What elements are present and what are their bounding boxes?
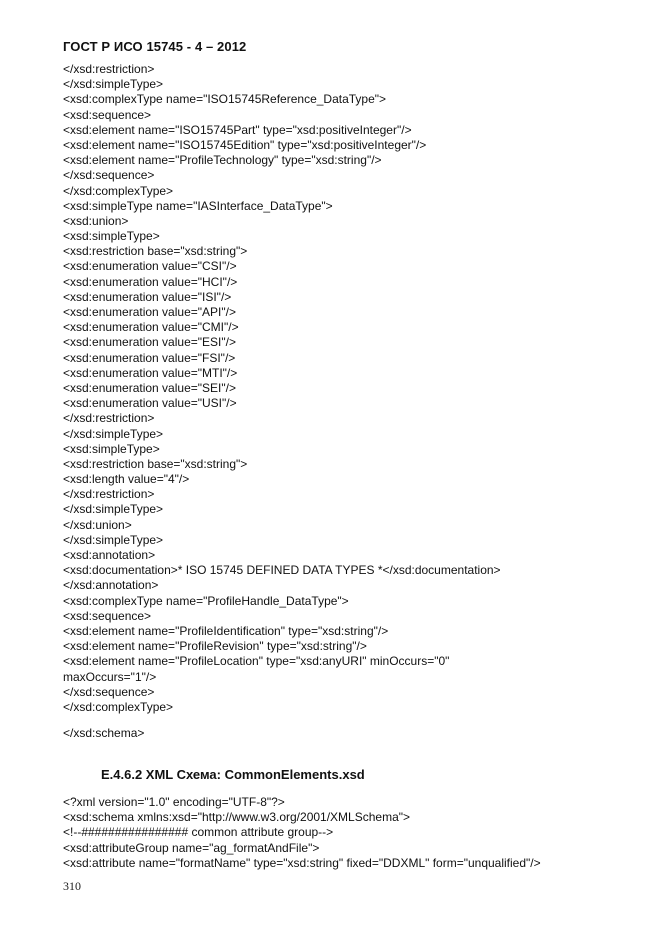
code-line: </xsd:complexType> [63, 183, 174, 198]
schema-end-tag: </xsd:schema> [63, 726, 145, 740]
code-line: <!--################ common attribute group--> [63, 825, 334, 840]
code-line: <xsd:sequence> [63, 107, 152, 122]
code-line: <xsd:enumeration value="ESI"/> [63, 335, 236, 350]
code-line: </xsd:sequence> [63, 168, 155, 183]
code-line: <xsd:annotation> [63, 548, 156, 562]
code-line: <xsd:enumeration value="API"/> [63, 305, 236, 319]
xsd-code-block-1 [63, 62, 501, 715]
code-line: <xsd:enumeration value="ISI"/> [63, 289, 232, 304]
page-number: 310 [63, 879, 81, 893]
code-line: </xsd:restriction> [63, 62, 155, 76]
code-line: <xsd:enumeration value="MTI"/> [63, 365, 238, 380]
code-line: </xsd:complexType> [63, 699, 174, 714]
xsd-code-block-2 [63, 795, 541, 871]
code-line: <xsd:enumeration value="FSI"/> [63, 350, 236, 365]
code-line: <xsd:enumeration value="USI"/> [63, 396, 237, 411]
code-line: <xsd:enumeration value="CMI"/> [63, 320, 239, 335]
code-line: <xsd:element name="ProfileRevision" type="xsd:string"/> [63, 639, 367, 654]
code-line: <xsd:element name="ProfileLocation" type="xsd:anyURI" minOccurs="0" [63, 654, 450, 669]
code-line: <xsd:element name="ProfileTechnology" type="xsd:string"/> [63, 153, 382, 168]
code-line: <xsd:length value="4"/> [63, 472, 190, 487]
code-line: <xsd:restriction base="xsd:string"> [63, 244, 248, 259]
code-line: <xsd:element name="ISO15745Edition" type="xsd:positiveInteger"/> [63, 137, 427, 152]
code-line: </xsd:annotation> [63, 578, 159, 593]
code-line: <xsd:sequence> [63, 608, 152, 623]
code-line: <xsd:simpleType> [63, 441, 160, 456]
code-line: <xsd:complexType name="ISO15745Reference_DataType"> [63, 92, 387, 107]
code-line: </xsd:simpleType> [63, 532, 164, 547]
code-line: <xsd:enumeration value="SEI"/> [63, 380, 236, 395]
code-line: <xsd:element name="ISO15745Part" type="xsd:positiveInteger"/> [63, 122, 412, 137]
code-line: <xsd:documentation>* ISO 15745 DEFINED DATA TYPES *</xsd:documentation> [63, 563, 501, 578]
code-line: <xsd:schema xmlns:xsd="http://www.w3.org/2001/XMLSchema"> [63, 810, 411, 825]
code-line: <xsd:element name="ProfileIdentification" type="xsd:string"/> [63, 623, 389, 638]
code-line: <xsd:attributeGroup name="ag_formatAndFile"> [63, 840, 320, 855]
code-line: </xsd:restriction> [63, 411, 155, 426]
code-line: </xsd:union> [63, 517, 132, 532]
code-line: maxOccurs="1"/> [63, 669, 157, 684]
section-heading: E.4.6.2 XML Схема: CommonElements.xsd [101, 767, 365, 782]
code-line: </xsd:sequence> [63, 684, 155, 699]
code-line: <xsd:restriction base="xsd:string"> [63, 456, 248, 471]
code-line: <xsd:simpleType name="IASInterface_DataType"> [63, 198, 333, 213]
code-line: </xsd:simpleType> [63, 77, 164, 92]
code-line: <xsd:enumeration value="HCI"/> [63, 274, 238, 289]
standard-header: ГОСТ Р ИСО 15745 - 4 – 2012 [63, 39, 247, 54]
code-line: <xsd:union> [63, 213, 129, 228]
code-line: </xsd:restriction> [63, 487, 155, 502]
code-line: <?xml version="1.0" encoding="UTF-8"?> [63, 795, 285, 809]
code-line: <xsd:attribute name="formatName" type="xsd:string" fixed="DDXML" form="unqualified"/> [63, 855, 541, 870]
code-line: <xsd:complexType name="ProfileHandle_DataType"> [63, 593, 349, 608]
code-line: </xsd:simpleType> [63, 426, 164, 441]
code-line: <xsd:simpleType> [63, 229, 160, 244]
code-line: </xsd:simpleType> [63, 502, 164, 517]
code-line: <xsd:enumeration value="CSI"/> [63, 259, 237, 274]
